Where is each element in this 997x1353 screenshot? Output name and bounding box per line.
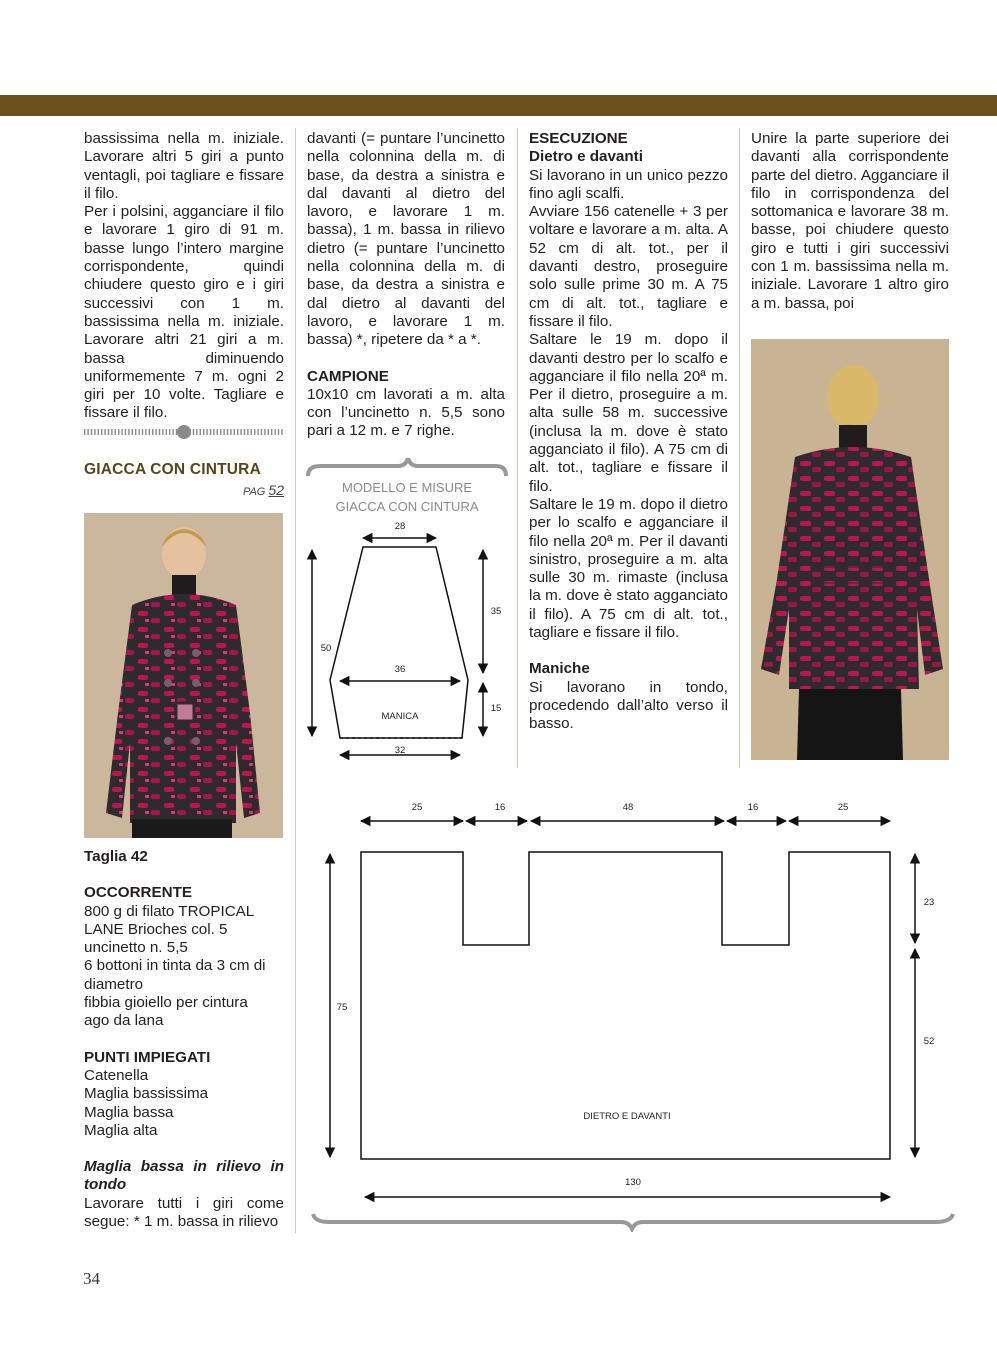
col2-paragraph-1: davanti (= puntare l’uncinetto nella colonnina della m. di base, da destra a sinistra e dal davanti al dietro del lavoro, e lavorare 1 m. bassa), 1 m. bassa in rilievo dietro (= puntare l’uncinetto nella colonnina della m. di base, da destra a sinistra e dal dietro al davanti del lavoro, e lavorare 1 m. bassa) *, ripetere da * a *. [307, 130, 505, 349]
material-item: 800 g di filato TROPICAL LANE Brioches col. 5 [84, 902, 254, 938]
stitch-heading: Maglia bassa in rilievo in tondo [84, 1158, 284, 1194]
model-back-illustration [751, 339, 949, 760]
photo-back [751, 339, 949, 760]
sleeve-left-dimension: 50 [320, 643, 332, 654]
body-left-dimension: 75 [336, 1002, 348, 1013]
materials-section [84, 848, 289, 1231]
sleeve-outline [330, 547, 468, 738]
col3-paragraph-3: Saltare le 19 m. dopo il davanti destro per lo scalfo e agganciare il filo nella 20ª m. Per il dietro, proseguire a m. alta sulle 58 m. successive (inclusa la m. dove è stato agganciato il filo). A 75 cm di alt. tot., tagliare e fissare il filo. [529, 331, 728, 495]
sleeve-mid-dimension: 36 [394, 664, 406, 675]
dietro-davanti-heading: Dietro e davanti [529, 148, 643, 166]
col1-paragraph-2: Per i polsini, agganciare il filo e lavorare 1 giro di 91 m. basse lungo l’intero margine corrispondente, quindi chiudere questo giro e i giri successivi con 1 m. bassissima nella m. iniziale. Lavorare altri 21 giri a m. bassa diminuendo uniformemente 7 m. ogni 2 giri per 10 volte. Tagliare e fissare il filo. [84, 203, 284, 422]
material-item: uncinetto n. 5,5 [84, 939, 188, 957]
diagram-title-line1: MODELLO E MISURE [341, 480, 473, 495]
body-width-5: 25 [837, 802, 849, 813]
body-bottom-dimension: 130 [625, 1177, 641, 1188]
esecuzione-heading: ESECUZIONE [529, 130, 628, 147]
stitch-text: Lavorare tutti i giri come segue: * 1 m. bassa in rilievo [84, 1194, 284, 1231]
occorrente-heading: OCCORRENTE [84, 884, 193, 902]
stitch-item: Catenella [84, 1066, 149, 1084]
col4-paragraph-1: Unire la parte superiore dei davanti alla corrispondente parte del dietro. Agganciare il filo in corrispondenza del sottomanica e lavorare 38 m. basse, poi chiudere questo giro e tutti i giri successivi con 1 m. bassissima nella m. iniziale. Lavorare 1 altro giro a m. bassa, poi [751, 130, 949, 312]
page-number: 34 [83, 1269, 100, 1288]
project-title: GIACCA CON CINTURA [84, 461, 261, 478]
stitch-item: Maglia bassa [84, 1103, 174, 1121]
col1-paragraph-1: bassissima nella m. iniziale. Lavorare altri 5 giri a punto ventagli, poi tagliare e fissare il filo. [84, 130, 284, 202]
sleeve-right-lower-dimension: 15 [490, 703, 502, 714]
sleeve-label: MANICA [381, 711, 419, 722]
body-label: DIETRO E DAVANTI [583, 1111, 671, 1122]
column-3 [529, 130, 728, 734]
diagram-brace [308, 458, 506, 476]
separator-ornament [84, 424, 284, 440]
sleeve-top-dimension: 28 [394, 521, 406, 532]
page-reference [200, 482, 284, 498]
campione-text: 10x10 cm lavorati a m. alta con l’uncinetto n. 5,5 sono pari a 12 m. e 7 righe. [307, 385, 505, 440]
material-item: fibbia gioiello per cintura [84, 994, 248, 1012]
col3-paragraph-2: Avviare 156 catenelle + 3 per voltare e lavorare a m. alta. A 52 cm di alt. tot., per il davanti destro, proseguire solo sulle prime 30 m. A 75 cm di alt. tot., tagliare e fissare il filo. [529, 203, 728, 330]
col3-paragraph-1: Si lavorano in un unico pezzo fino agli scalfi. [529, 166, 728, 202]
column-divider [517, 128, 518, 768]
column-2 [307, 130, 505, 441]
body-width-1: 25 [411, 802, 423, 813]
body-diagram [305, 792, 965, 1232]
material-item: ago da lana [84, 1012, 164, 1030]
material-item: 6 bottoni in tinta da 3 cm di diametro [84, 957, 266, 993]
model-front-illustration [84, 513, 283, 838]
page-ref-number: 52 [268, 482, 284, 498]
sleeve-right-upper-dimension: 35 [490, 606, 502, 617]
diagram-title-line2: GIACCA CON CINTURA [335, 499, 479, 514]
photo-front [84, 513, 283, 838]
column-divider [295, 128, 296, 1233]
stitch-item: Maglia bassissima [84, 1085, 209, 1103]
materials-list [84, 903, 289, 1031]
column-divider [739, 128, 740, 768]
column-4 [751, 130, 949, 313]
body-right-upper-dimension: 23 [923, 897, 935, 908]
header-bar [0, 95, 997, 116]
campione-heading: CAMPIONE [307, 367, 389, 385]
maniche-heading: Maniche [529, 660, 590, 678]
body-width-3: 48 [622, 802, 634, 813]
maniche-text: Si lavorano in tondo, procedendo dall’alto verso il basso. [529, 678, 728, 733]
body-width-2: 16 [494, 802, 506, 813]
col3-paragraph-4: Saltare le 19 m. dopo il dietro per lo scalfo e agganciare il filo nella 20ª m. Per il davanti sinistro, proseguire a m. alta sulle 30 m. rimaste (inclusa la m. dove è stato agganciato il filo). A 75 cm di alt. tot., tagliare e fissare il filo. [529, 495, 728, 642]
body-width-4: 16 [747, 802, 759, 813]
diagram-brace [313, 1214, 953, 1229]
stitch-item: Maglia alta [84, 1121, 158, 1139]
column-1 [84, 130, 284, 423]
body-right-lower-dimension: 52 [923, 1036, 935, 1047]
sleeve-diagram [300, 458, 515, 768]
sleeve-bottom-dimension: 32 [394, 745, 406, 756]
page-ref-label: PAG [242, 486, 266, 498]
punti-heading: PUNTI IMPIEGATI [84, 1048, 211, 1066]
size-label: Taglia 42 [84, 848, 148, 865]
